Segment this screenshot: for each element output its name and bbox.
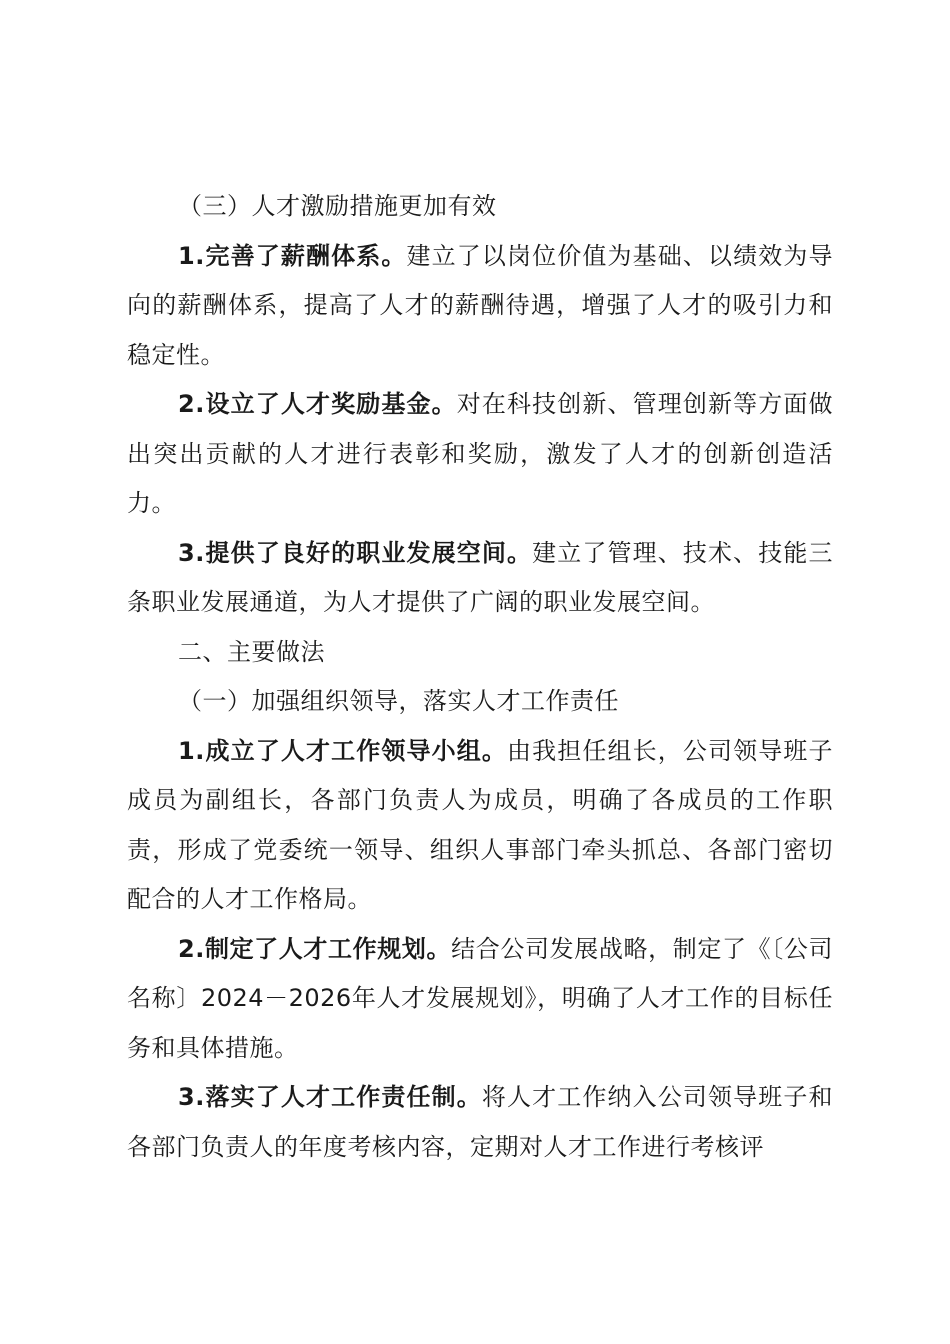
item-body: 建立了以岗位价值为基础、以绩效为导向的薪酬体系，提高了人才的薪酬待遇，增强了人才的吸引力和稳定性。 — [127, 241, 833, 369]
item-body: 将人才工作纳入公司领导班子和各部门负责人的年度考核内容，定期对人才工作进行考核评 — [127, 1083, 833, 1161]
item-salary-system — [127, 232, 833, 381]
item-lead: 2.设立了人才奖励基金。 — [178, 390, 457, 418]
item-reward-fund — [127, 380, 833, 529]
section-heading-organization — [127, 677, 833, 727]
item-talent-plan — [127, 925, 833, 1074]
item-lead: 2.制定了人才工作规划。 — [178, 934, 452, 963]
item-body: 对在科技创新、管理创新等方面做出突出贡献的人才进行表彰和奖励，激发了人才的创新创造活力。 — [127, 390, 833, 517]
item-lead: 1.成立了人才工作领导小组。 — [178, 736, 507, 765]
item-body: 建立了管理、技术、技能三条职业发展通道，为人才提供了广阔的职业发展空间。 — [127, 538, 833, 616]
item-body: 由我担任组长，公司领导班子成员为副组长，各部门负责人为成员，明确了各成员的工作职责，形成了党委统一领导、组织人事部门牵头抓总、各部门密切配合的人才工作格局。 — [127, 736, 833, 913]
paragraph-text: 二、主要做法 — [178, 637, 325, 666]
item-career-space — [127, 529, 833, 628]
section-heading-incentives — [127, 182, 833, 232]
item-body: 结合公司发展战略，制定了《〔公司名称〕2024－2026年人才发展规划》，明确了人才工作的目标任务和具体措施。 — [127, 934, 834, 1062]
paragraph-text: （一）加强组织领导，落实人才工作责任 — [178, 687, 619, 715]
item-leading-group — [127, 727, 833, 925]
item-lead: 3.提供了良好的职业发展空间。 — [178, 538, 533, 567]
document-body — [127, 182, 833, 1172]
item-lead: 3.落实了人才工作责任制。 — [178, 1083, 482, 1111]
section-heading-main-practices — [127, 628, 833, 678]
paragraph-text: （三）人才激励措施更加有效 — [178, 192, 497, 220]
item-lead: 1.完善了薪酬体系。 — [178, 241, 407, 270]
item-responsibility-system — [127, 1073, 833, 1172]
